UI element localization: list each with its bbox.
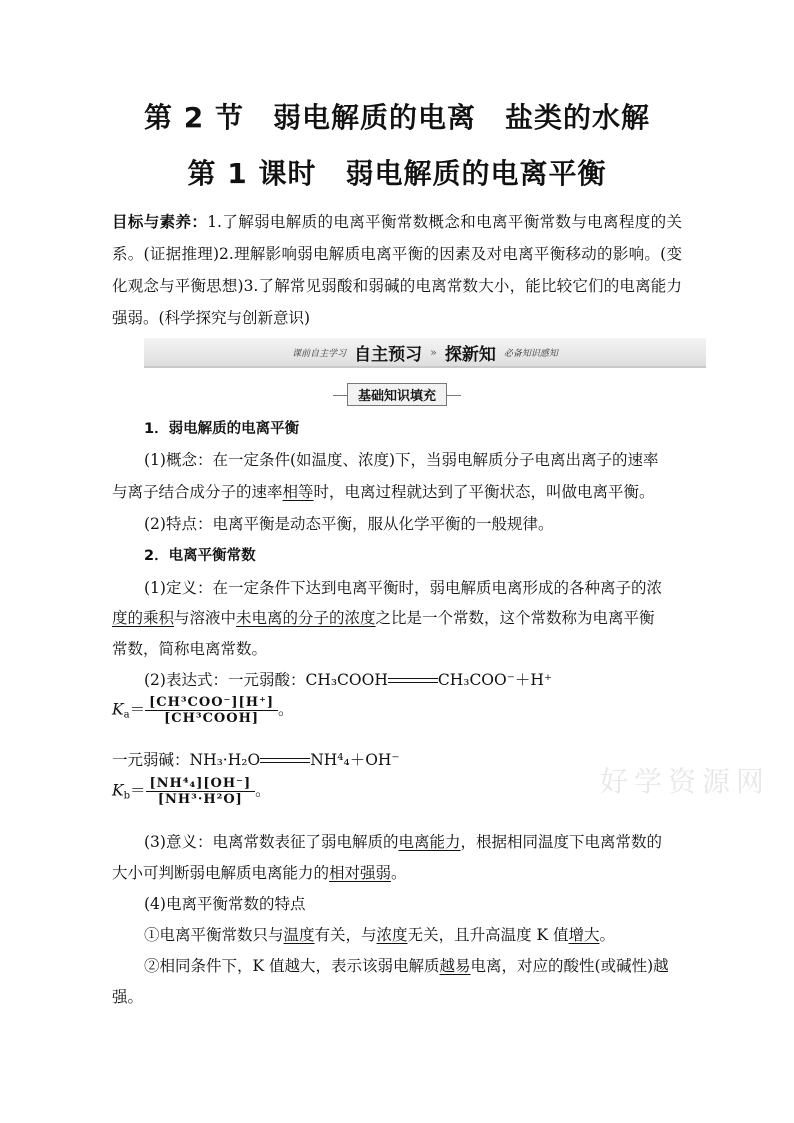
blank-ionization-ability: 电离能力 xyxy=(398,833,461,851)
banner-main-2: 探新知 xyxy=(444,344,496,365)
blank-product: 度的乘积 xyxy=(112,609,175,627)
p2-line: (2)特点：电离平衡是动态平衡，服从化学平衡的一般规律。 xyxy=(144,515,554,533)
def-line-c: 常数，简称电离常数。 xyxy=(112,640,268,658)
banner-main-1: 自主预习 xyxy=(354,344,423,365)
f1-c: 无关，且升高温度 K 值 xyxy=(407,926,569,944)
equilibrium-arrow-icon xyxy=(388,677,438,685)
meaning-line-a xyxy=(144,830,714,852)
feature-1 xyxy=(144,923,714,945)
kb-fraction xyxy=(146,776,256,807)
ka-numerator: [CH³COO⁻][H⁺] xyxy=(145,695,278,711)
kb-symbol: K xyxy=(112,781,124,800)
base-rhs: NH⁴₄＋OH⁻ xyxy=(310,751,400,769)
ka-expression: $K_a=$ $\frac{\text{[CH³COO⁻][H⁺]}}{\text{[CH³COOH]}}$ 。 xyxy=(112,695,294,726)
blank-increase: 增大 xyxy=(568,926,600,944)
kb-expression: $K_b=$ $\frac{\text{[NH⁴₄][OH⁻]}}{\text{[NH³·H²O]}}$ 。 xyxy=(112,776,271,807)
meaning-line-b xyxy=(112,861,682,883)
ka-symbol: K xyxy=(112,700,124,719)
watermark: 好学资源网 xyxy=(600,765,771,798)
blank-relative-strength: 相对强弱 xyxy=(329,864,392,882)
f1-d: 。 xyxy=(599,926,616,944)
box-title xyxy=(0,383,794,406)
heading-2: 2．电离平衡常数 xyxy=(144,548,256,564)
equilibrium-arrow-icon xyxy=(260,757,310,765)
feature-2-end: 强。 xyxy=(112,988,144,1006)
p1-text: 与离子结合成分子的速率 xyxy=(112,483,283,501)
blank-easier: 越易 xyxy=(439,957,471,975)
objectives-text: 1.了解弱电解质的电离平衡常数概念和电离平衡常数与电离程度的关系。(证据推理)2.理解影响弱电解质电离平衡的因素及对电离平衡移动的影响。(变化观念与平衡思想)3.了解常见弱酸和弱碱的电离常数大小，能比较它们的电离能力强弱。(科学探究与创新意识) xyxy=(112,213,682,327)
ka-subscript: a xyxy=(123,709,130,721)
blank-undissociated: 未电离的分子的浓度 xyxy=(236,609,376,627)
f1-b: 有关，与 xyxy=(314,926,377,944)
kb-period: 。 xyxy=(255,781,271,800)
banner-left-small: 课前自主学习 xyxy=(292,348,347,359)
p1-text-end: 时，电离过程就达到了平衡状态，叫做电离平衡。 xyxy=(313,483,655,501)
expr-acid-line xyxy=(144,668,714,690)
feature-2 xyxy=(144,954,714,976)
blank-concentration: 浓度 xyxy=(376,926,408,944)
kb-subscript: b xyxy=(123,790,130,802)
ka-period: 。 xyxy=(278,700,294,719)
f2-a: ②相同条件下，K 值越大，表示该弱电解质 xyxy=(144,957,440,975)
meaning-b-pre: 大小可判断弱电解质电离能力的 xyxy=(112,864,330,882)
lesson-title: 第 1 课时 弱电解质的电离平衡 xyxy=(187,157,607,190)
ka-denominator: [CH³COOH] xyxy=(164,711,259,726)
expr-base-line xyxy=(112,748,682,770)
blank-temperature: 温度 xyxy=(283,926,315,944)
divider-right xyxy=(447,395,461,396)
acid-rhs: CH₃COO⁻＋H⁺ xyxy=(437,671,553,689)
blank-equal: 相等 xyxy=(282,483,314,501)
section-title: 第 2 节 弱电解质的电离 盐类的水解 xyxy=(144,101,650,134)
f1-a: ①电离平衡常数只与 xyxy=(144,926,284,944)
features-title: (4)电离平衡常数的特点 xyxy=(144,895,306,913)
expr-label: (2)表达式：一元弱酸： xyxy=(144,671,306,689)
banner-right-small: 必备知识感知 xyxy=(503,348,558,359)
f2-b: 电离，对应的酸性(或碱性)越 xyxy=(470,957,669,975)
base-lhs: NH₃·H₂O xyxy=(189,751,261,769)
section-banner xyxy=(144,338,706,368)
meaning-post: ，根据相同温度下电离常数的 xyxy=(460,833,662,851)
def-line-a: (1)定义：在一定条件下达到电离平衡时，弱电解质电离形成的各种离子的浓 xyxy=(144,579,662,597)
def-mid: 与溶液中 xyxy=(174,609,237,627)
base-label: 一元弱碱： xyxy=(112,751,190,769)
divider-left xyxy=(333,395,347,396)
chevron-right-icon: » xyxy=(430,345,437,359)
meaning-b-post: 。 xyxy=(391,864,407,882)
kb-denominator: [NH³·H²O] xyxy=(157,792,243,807)
def-post: 之比是一个常数，这个常数称为电离平衡 xyxy=(375,609,655,627)
objectives-paragraph xyxy=(112,206,682,334)
heading-1: 1．弱电解质的电离平衡 xyxy=(144,421,300,437)
acid-lhs: CH₃COOH xyxy=(305,671,388,689)
kb-numerator: [NH⁴₄][OH⁻] xyxy=(146,776,256,792)
meaning-pre: (3)意义：电离常数表征了弱电解质的 xyxy=(144,833,399,851)
objectives-label: 目标与素养： xyxy=(112,213,208,231)
ka-fraction xyxy=(145,695,278,726)
box-title-label: 基础知识填充 xyxy=(347,383,447,406)
def-line-b xyxy=(112,606,682,628)
p1-line-a: (1)概念：在一定条件(如温度、浓度)下，当弱电解质分子电离出离子的速率 xyxy=(144,451,659,469)
p1-line-b xyxy=(112,480,682,502)
